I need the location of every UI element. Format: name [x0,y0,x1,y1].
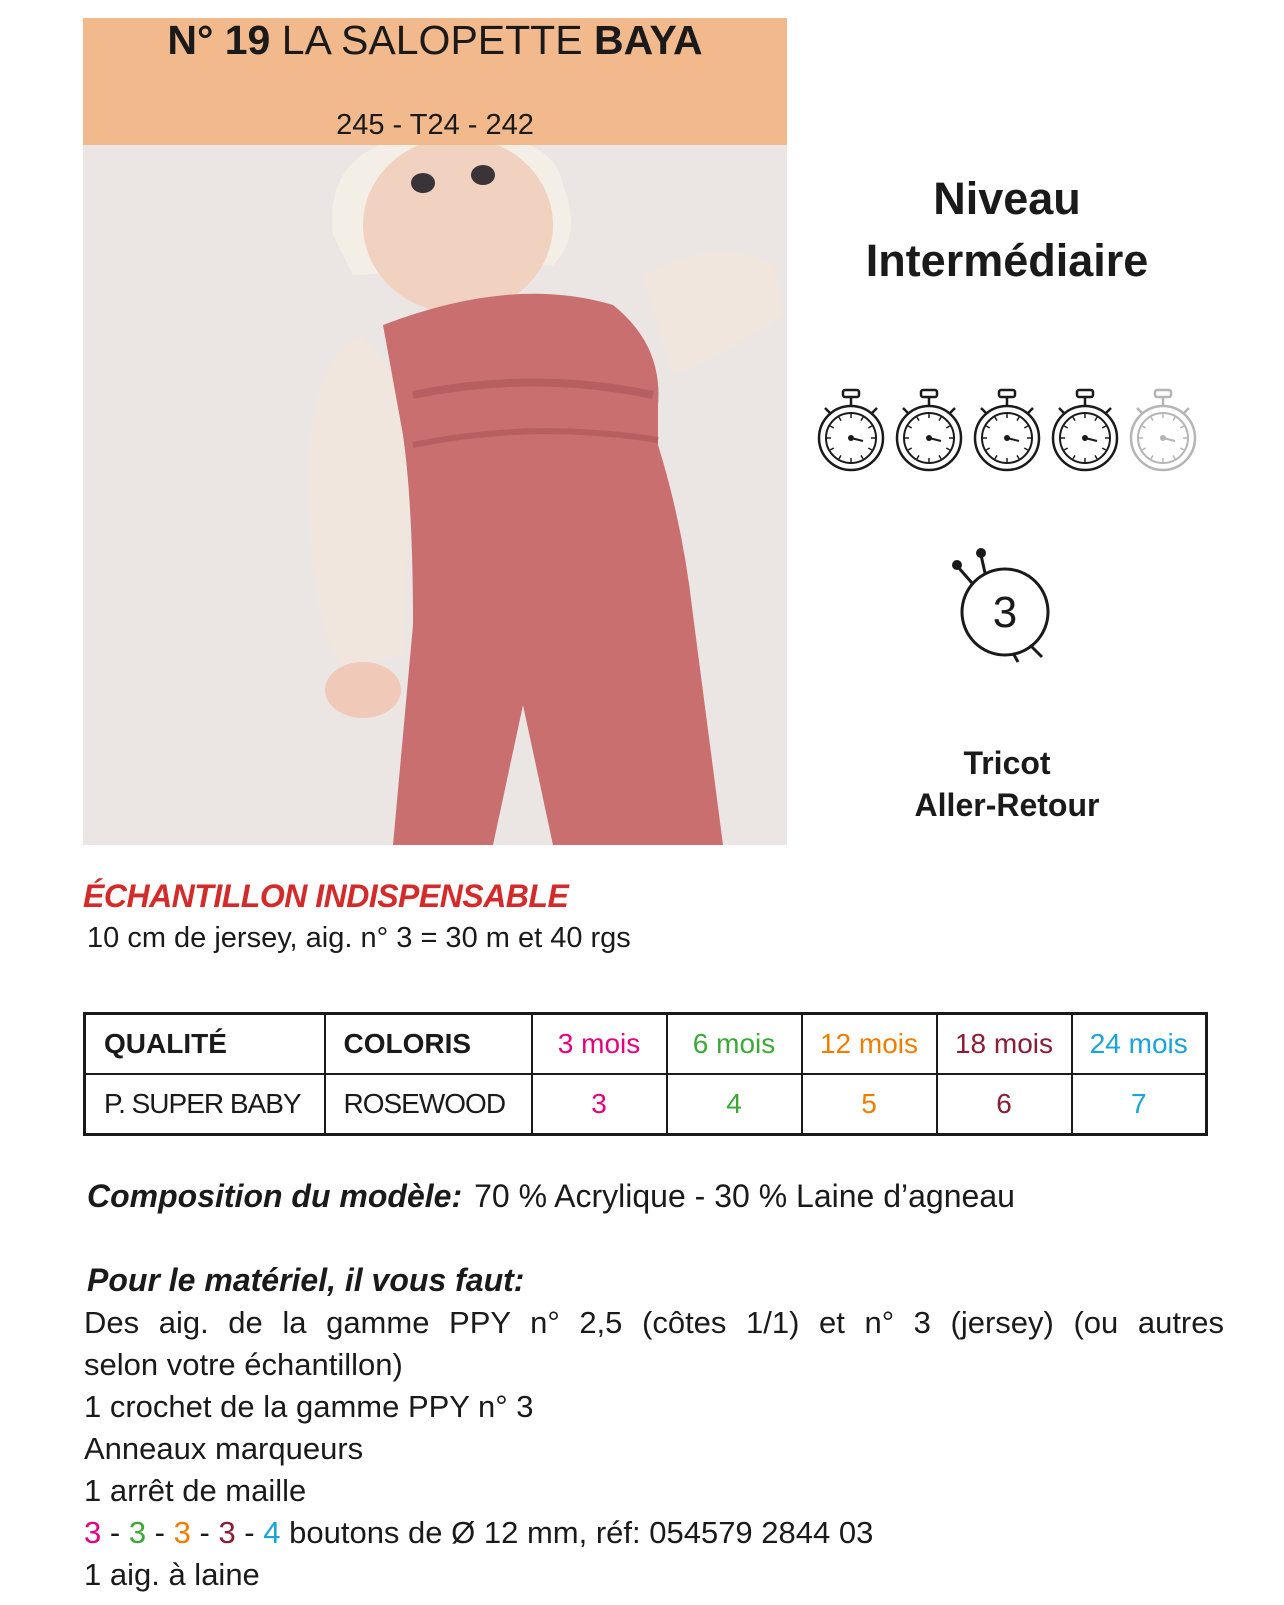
composition-label: Composition du modèle: [87,1178,463,1214]
stopwatch-icon-filled [975,390,1039,470]
time-rating [812,388,1202,478]
yarn-table [83,1012,1208,1136]
material-needles-cont: selon votre échantillon) [84,1347,403,1382]
material-buttons [84,1512,1224,1554]
header-color: COLORIS [325,1014,532,1075]
materials-list [84,1302,1224,1596]
technique-line1: Tricot [963,745,1051,781]
material-markers: Anneaux marqueurs [84,1431,364,1466]
material-needles: Des aig. de la gamme PPY n° 2,5 (côtes 1/1) et n° 3 (jersey) (ou autres [84,1305,1224,1340]
button-count: 3 [173,1515,191,1550]
buttons-text: boutons de Ø 12 mm, réf: 054579 2844 03 [280,1515,874,1550]
pattern-title [83,18,787,62]
composition-value: 70 % Acrylique - 30 % Laine d’agneau [474,1178,1015,1214]
needle-size-badge [950,545,1060,665]
pattern-title-text: LA SALOPETTE [281,17,583,63]
composition [87,1178,1015,1215]
materials-title: Pour le matériel, il vous faut: [87,1262,525,1298]
quality-cell: P. SUPER BABY [85,1074,325,1135]
product-photo [83,145,787,845]
stopwatch-icon-empty [1131,390,1195,470]
button-count: 4 [263,1515,281,1550]
technique-line2: Aller-Retour [914,787,1100,823]
needle-icon [950,545,1060,665]
button-count-separator: - [190,1515,219,1550]
ball-count-cell: 6 [937,1074,1072,1135]
material-crochet: 1 crochet de la gamme PPY n° 3 [84,1389,534,1424]
sample-text: 10 cm de jersey, aig. n° 3 = 30 m et 40 rgs [87,922,631,954]
button-count-separator: - [146,1515,174,1550]
header-size: 24 mois [1072,1014,1207,1075]
button-count-separator: - [101,1515,129,1550]
header-size: 18 mois [937,1014,1072,1075]
technique [812,742,1202,826]
baby-overall-illustration [83,145,787,845]
stopwatch-icon-filled [1053,390,1117,470]
difficulty-level [812,168,1202,292]
button-count-separator: - [235,1515,264,1550]
ball-count-cell: 4 [667,1074,802,1135]
header-size: 6 mois [667,1014,802,1075]
stopwatch-rating-icons [812,388,1202,478]
button-count: 3 [84,1515,102,1550]
stopwatch-icon-filled [897,390,961,470]
title-band [83,18,787,145]
button-counts [84,1515,281,1550]
level-value: Intermédiaire [865,235,1149,286]
table-header-row [85,1014,1207,1075]
pattern-name: BAYA [593,17,703,63]
button-count: 3 [218,1515,236,1550]
stopwatch-icon-filled [819,390,883,470]
pattern-number: N° 19 [167,17,271,63]
level-label: Niveau [933,173,1081,224]
header-quality: QUALITÉ [85,1014,325,1075]
material-wool-needle: 1 aig. à laine [84,1557,260,1592]
header-size: 12 mois [802,1014,937,1075]
table-row [85,1074,1207,1135]
yarn-references: 245 - T24 - 242 [336,109,534,141]
color-cell: ROSEWOOD [325,1074,532,1135]
ball-count-cell: 3 [532,1074,667,1135]
material-stitch-holder: 1 arrêt de maille [84,1473,307,1508]
ball-count-cell: 5 [802,1074,937,1135]
needle-size-value: 3 [992,588,1018,637]
button-count: 3 [128,1515,147,1550]
header-size: 3 mois [532,1014,667,1075]
ball-count-cell: 7 [1072,1074,1207,1135]
sample-title: ÉCHANTILLON INDISPENSABLE [83,878,569,914]
